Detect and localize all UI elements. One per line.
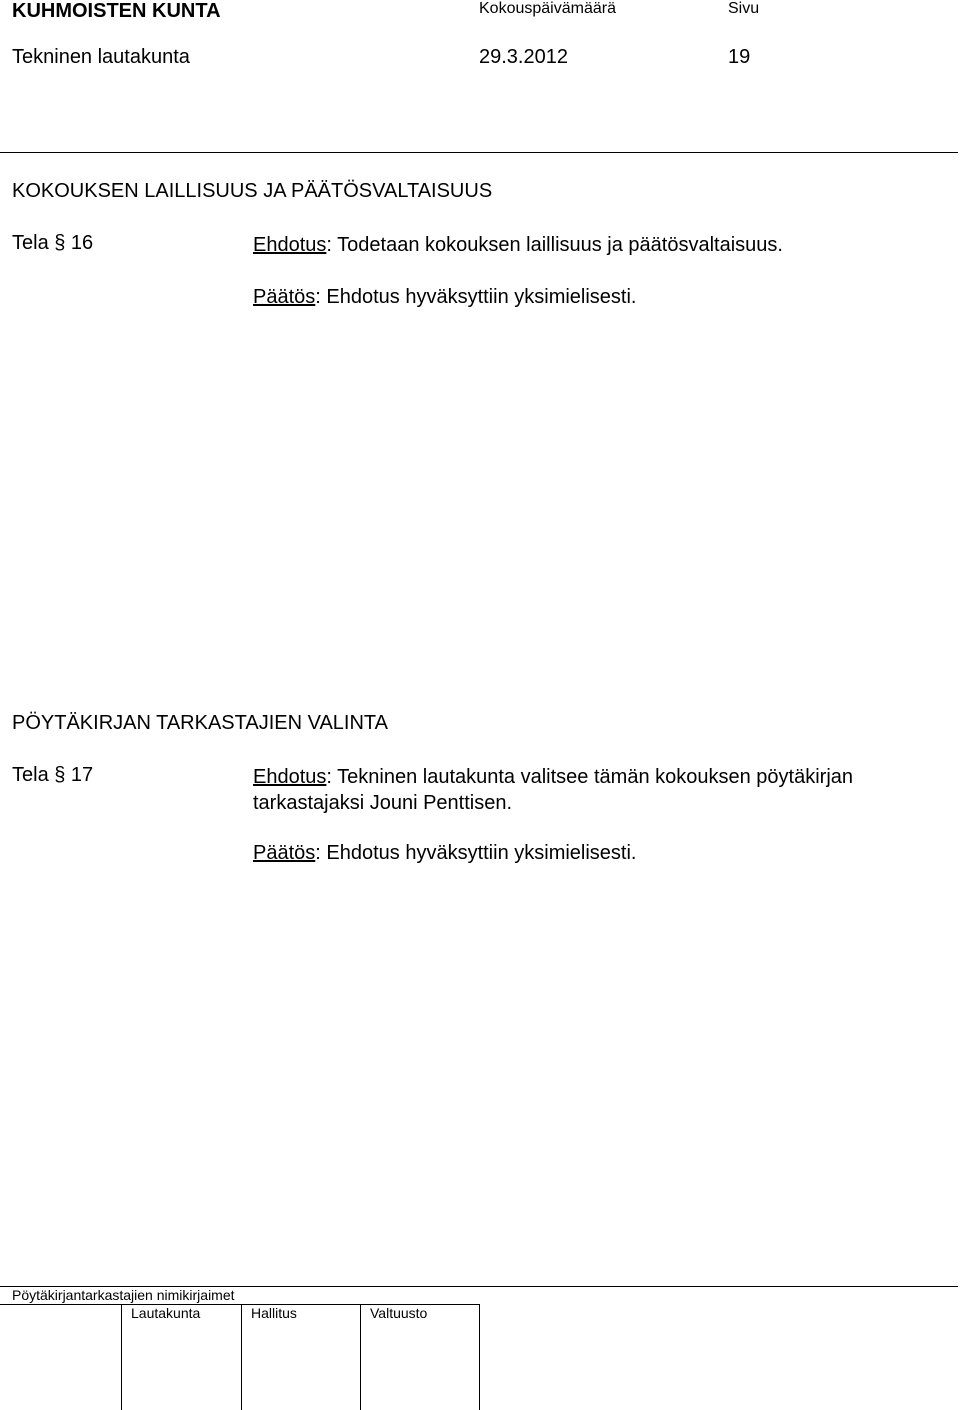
header-divider [0, 152, 958, 153]
decision-label: Päätös [253, 286, 316, 308]
proposal-body: : Todetaan kokouksen laillisuus ja päätösvaltaisuus. [326, 234, 783, 256]
page-number: 19 [728, 46, 751, 68]
decision-label: Päätös [253, 842, 316, 864]
initials-column-divider [241, 1304, 242, 1410]
initials-column-lautakunta: Lautakunta [131, 1305, 201, 1321]
section-number: Tela § 17 [12, 764, 94, 786]
initials-column-hallitus: Hallitus [251, 1305, 297, 1321]
proposal-label: Ehdotus [253, 234, 327, 256]
section-number: Tela § 16 [12, 232, 94, 254]
proposal-label: Ehdotus [253, 766, 327, 788]
initials-column-divider [360, 1304, 361, 1410]
section-title: KOKOUKSEN LAILLISUUS JA PÄÄTÖSVALTAISUUS [12, 180, 493, 202]
initials-title: Pöytäkirjantarkastajien nimikirjaimet [12, 1287, 235, 1303]
decision-text [253, 284, 943, 310]
decision-body: : Ehdotus hyväksyttiin yksimielisesti. [315, 286, 637, 308]
proposal-text [253, 764, 943, 816]
section-title: PÖYTÄKIRJAN TARKASTAJIEN VALINTA [12, 712, 389, 734]
page-label: Sivu [728, 0, 760, 17]
meeting-date: 29.3.2012 [479, 46, 568, 68]
meeting-date-label: Kokouspäivämäärä [479, 0, 616, 17]
decision-text [253, 840, 943, 866]
initials-column-valtuusto: Valtuusto [370, 1305, 428, 1321]
initials-column-divider [121, 1304, 122, 1410]
organization-name: KUHMOISTEN KUNTA [12, 0, 221, 22]
board-name: Tekninen lautakunta [12, 46, 190, 68]
decision-body: : Ehdotus hyväksyttiin yksimielisesti. [315, 842, 637, 864]
proposal-body: : Tekninen lautakunta valitsee tämän kokouksen pöytäkirjan tarkastajaksi Jouni Penttisen. [253, 766, 854, 814]
proposal-text [253, 232, 943, 258]
